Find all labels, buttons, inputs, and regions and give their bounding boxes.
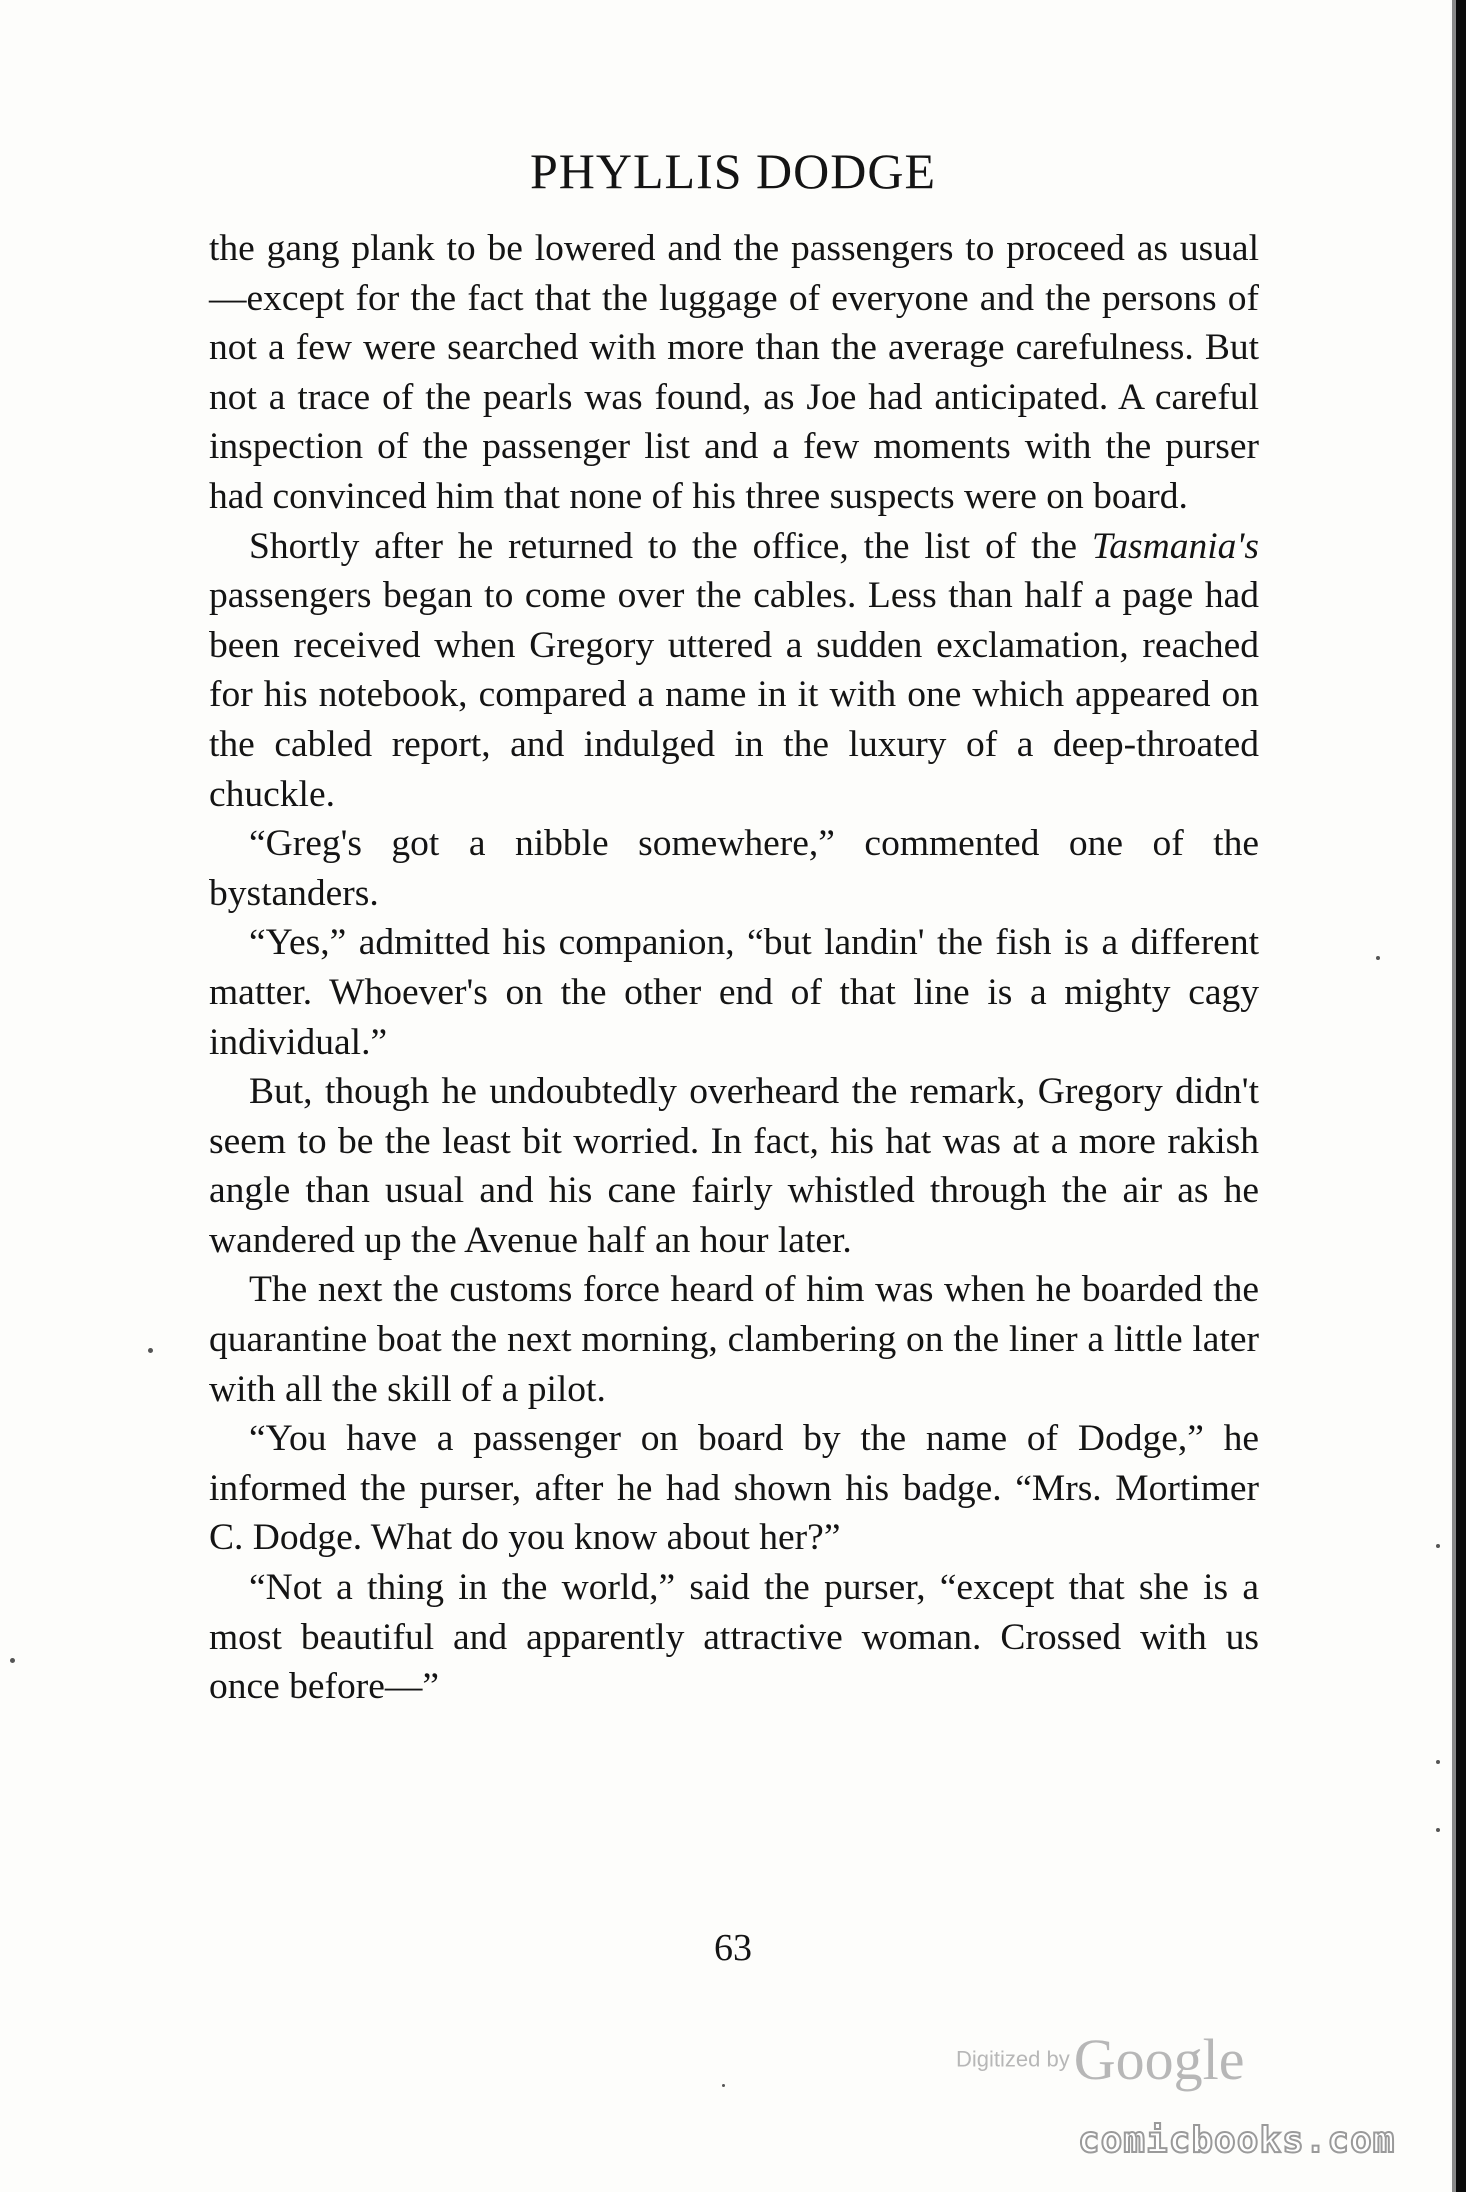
paragraph: “Yes,” admitted his companion, “but landin' the fish is a different matter. Whoever's on the other end of that line is a mighty cagy individual.” [209,922,1259,1063]
page-edge [1456,0,1466,2192]
body-text [209,224,1259,1712]
scan-speck [1376,956,1380,960]
paragraph-text: passengers began to come over the cables. Less than half a page had been received when Gregory uttered a sudden exclamation, reached for his notebook, compared a name in it with one which appeared on the cabled report, and indulged in the luxury of a deep-throated chuckle. [209,575,1259,815]
page-number: 63 [714,1927,752,1969]
paragraph: But, though he undoubtedly overheard the remark, Gregory didn't seem to be the least bit worried. In fact, his hat was at a more rakish angle than usual and his cane fairly whistled through the air as he wandered up the Avenue half an hour later. [209,1071,1259,1261]
paragraph: “Not a thing in the world,” said the purser, “except that she is a most beautiful and apparently attractive woman. Crossed with us once before—” [209,1567,1259,1708]
paragraph-text: Shortly after he returned to the office, the list of the [249,525,1092,567]
scan-speck [148,1348,153,1353]
scan-speck [1436,1544,1440,1548]
paragraph: the gang plank to be lowered and the passengers to proceed as usual—except for the fact that the luggage of everyone and the persons of not a few were searched with more than the average carefulness. But not a trace of the pearls was found, as Joe had anticipated. A careful inspection of the passenger list and a few moments with the purser had convinced him that none of his three suspects were on board. [209,228,1259,517]
scan-speck [10,1658,15,1663]
running-head: PHYLLIS DODGE [529,143,937,199]
scan-speck [1436,1760,1440,1764]
paragraph: “You have a passenger on board by the name of Dodge,” he informed the purser, after he had shown his badge. “Mrs. Mortimer C. Dodge. What do you know about her?” [209,1418,1259,1559]
paragraph [209,522,1259,820]
site-watermark: comicbooks.com [1078,2120,1396,2161]
digitized-by-text: Digitized by [956,2046,1070,2072]
paragraph: “Greg's got a nibble somewhere,” commented one of the bystanders. [209,823,1259,914]
ship-name: Tasmania's [1091,525,1259,567]
scan-speck [1436,1828,1440,1832]
google-logo: Google [1073,2027,1245,2092]
scan-speck [722,2084,725,2087]
google-watermark [956,2026,1244,2093]
paragraph: The next the customs force heard of him was when he boarded the quarantine boat the next morning, clambering on the liner a little later with all the skill of a pilot. [209,1269,1259,1410]
